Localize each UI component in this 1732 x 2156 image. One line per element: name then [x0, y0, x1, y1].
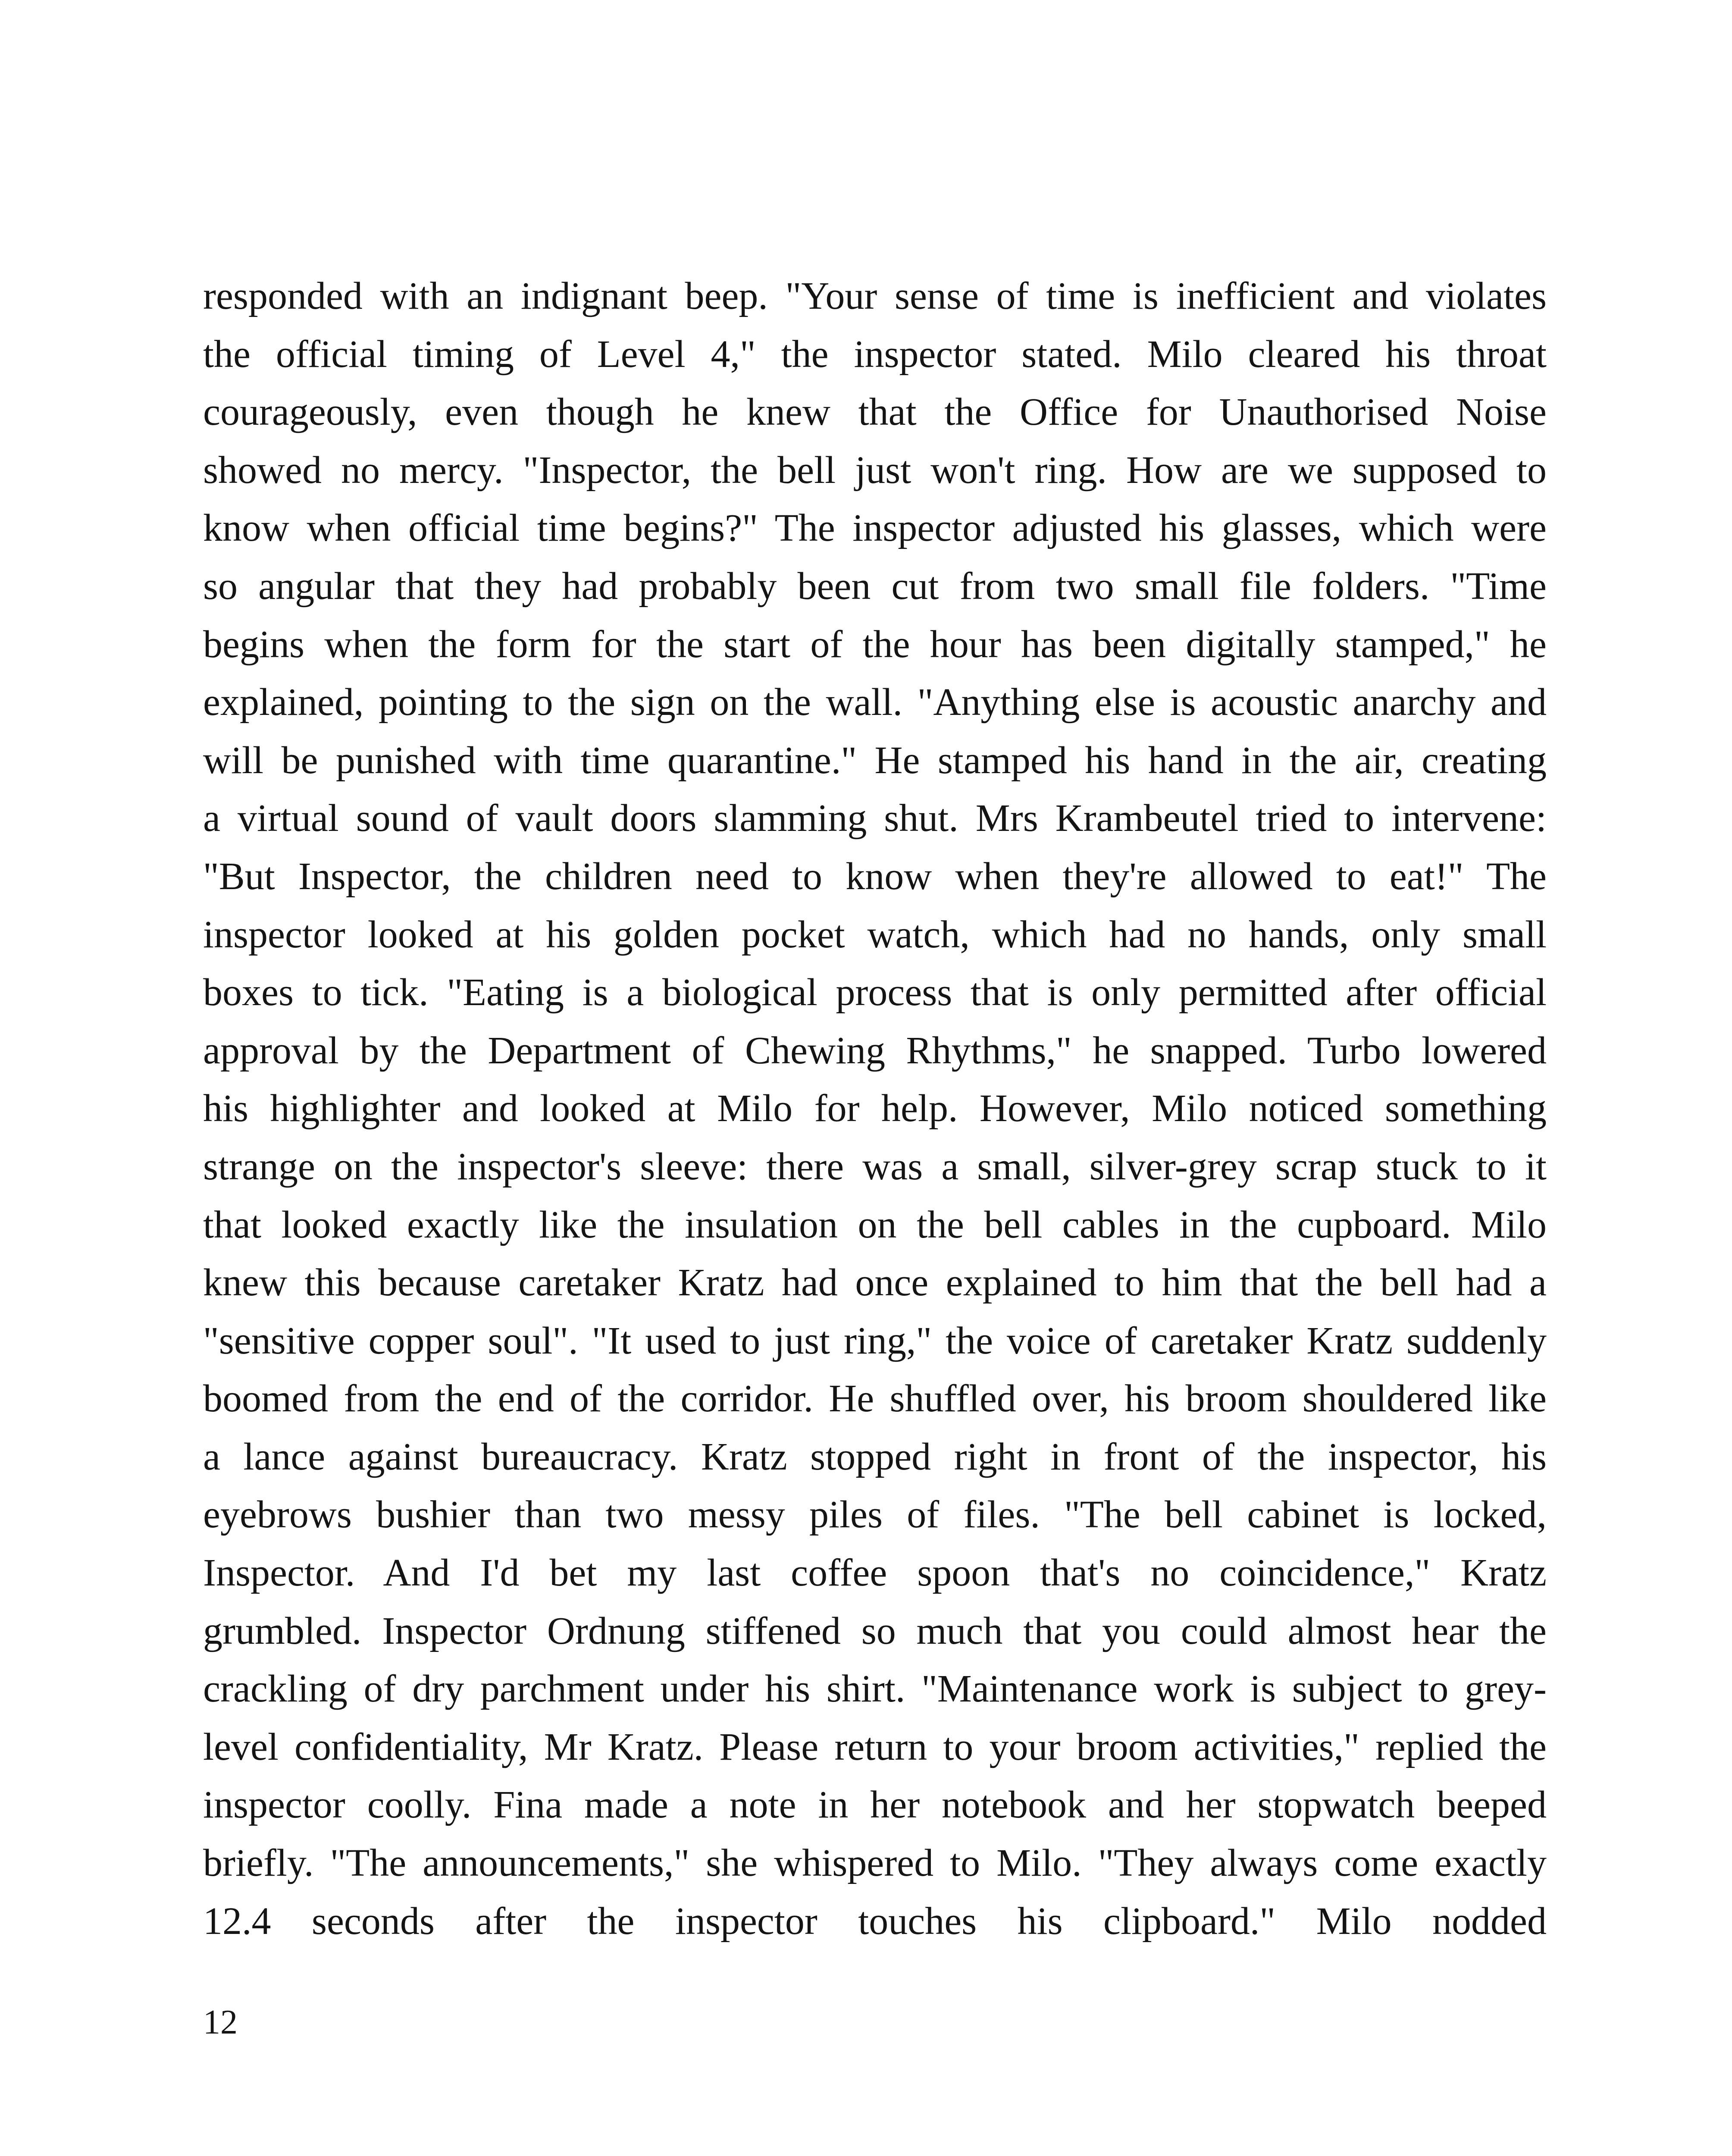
- text-line: that looked exactly like the insulation on the bell cables in the cupboard. Milo: [203, 1203, 1547, 1246]
- text-line: eyebrows bushier than two messy piles of files. "The bell cabinet is locked,: [203, 1493, 1547, 1536]
- text-line: inspector coolly. Fina made a note in her notebook and her stopwatch beeped: [203, 1783, 1547, 1827]
- text-line: briefly. "The announcements," she whispered to Milo. "They always come exactly: [203, 1842, 1547, 1885]
- text-line: explained, pointing to the sign on the wall. "Anything else is acoustic anarchy and: [203, 681, 1547, 724]
- page-number: 12: [203, 2003, 238, 2041]
- text-line: grumbled. Inspector Ordnung stiffened so much that you could almost hear the: [203, 1609, 1547, 1652]
- text-line: will be punished with time quarantine." He stamped his hand in the air, creating: [203, 739, 1547, 782]
- text-line: so angular that they had probably been cut from two small file folders. "Time: [203, 564, 1547, 608]
- text-line: Inspector. And I'd bet my last coffee spoon that's no coincidence," Kratz: [203, 1551, 1547, 1595]
- text-line: a virtual sound of vault doors slamming shut. Mrs Krambeutel tried to intervene:: [203, 797, 1547, 840]
- text-line: approval by the Department of Chewing Rhythms," he snapped. Turbo lowered: [203, 1029, 1547, 1072]
- text-line: a lance against bureaucracy. Kratz stopped right in front of the inspector, his: [203, 1435, 1547, 1478]
- text-line: strange on the inspector's sleeve: there was a small, silver-grey scrap stuck to it: [203, 1145, 1547, 1188]
- text-line: level confidentiality, Mr Kratz. Please return to your broom activities," replied the: [203, 1725, 1547, 1768]
- text-line: boomed from the end of the corridor. He shuffled over, his broom shouldered like: [203, 1377, 1547, 1420]
- text-line: his highlighter and looked at Milo for help. However, Milo noticed something: [203, 1087, 1547, 1130]
- text-line: boxes to tick. "Eating is a biological process that is only permitted after official: [203, 971, 1547, 1014]
- text-line: crackling of dry parchment under his shirt. "Maintenance work is subject to grey-: [203, 1667, 1547, 1711]
- text-line: knew this because caretaker Kratz had once explained to him that the bell had a: [203, 1261, 1547, 1304]
- text-line: "sensitive copper soul". "It used to just ring," the voice of caretaker Kratz suddenly: [203, 1319, 1547, 1362]
- text-line: "But Inspector, the children need to know when they're allowed to eat!" The: [203, 855, 1547, 898]
- body-text: [203, 267, 1547, 1950]
- text-line: begins when the form for the start of the hour has been digitally stamped," he: [203, 623, 1547, 666]
- text-line: inspector looked at his golden pocket watch, which had no hands, only small: [203, 913, 1547, 956]
- text-line: responded with an indignant beep. "Your sense of time is inefficient and violates: [203, 275, 1547, 317]
- text-line: 12.4 seconds after the inspector touches his clipboard." Milo nodded: [203, 1899, 1547, 1943]
- text-line: the official timing of Level 4," the inspector stated. Milo cleared his throat: [203, 332, 1547, 376]
- text-line: courageously, even though he knew that the Office for Unauthorised Noise: [203, 391, 1547, 434]
- text-line: know when official time begins?" The inspector adjusted his glasses, which were: [203, 507, 1547, 550]
- text-line: showed no mercy. "Inspector, the bell just won't ring. How are we supposed to: [203, 448, 1547, 492]
